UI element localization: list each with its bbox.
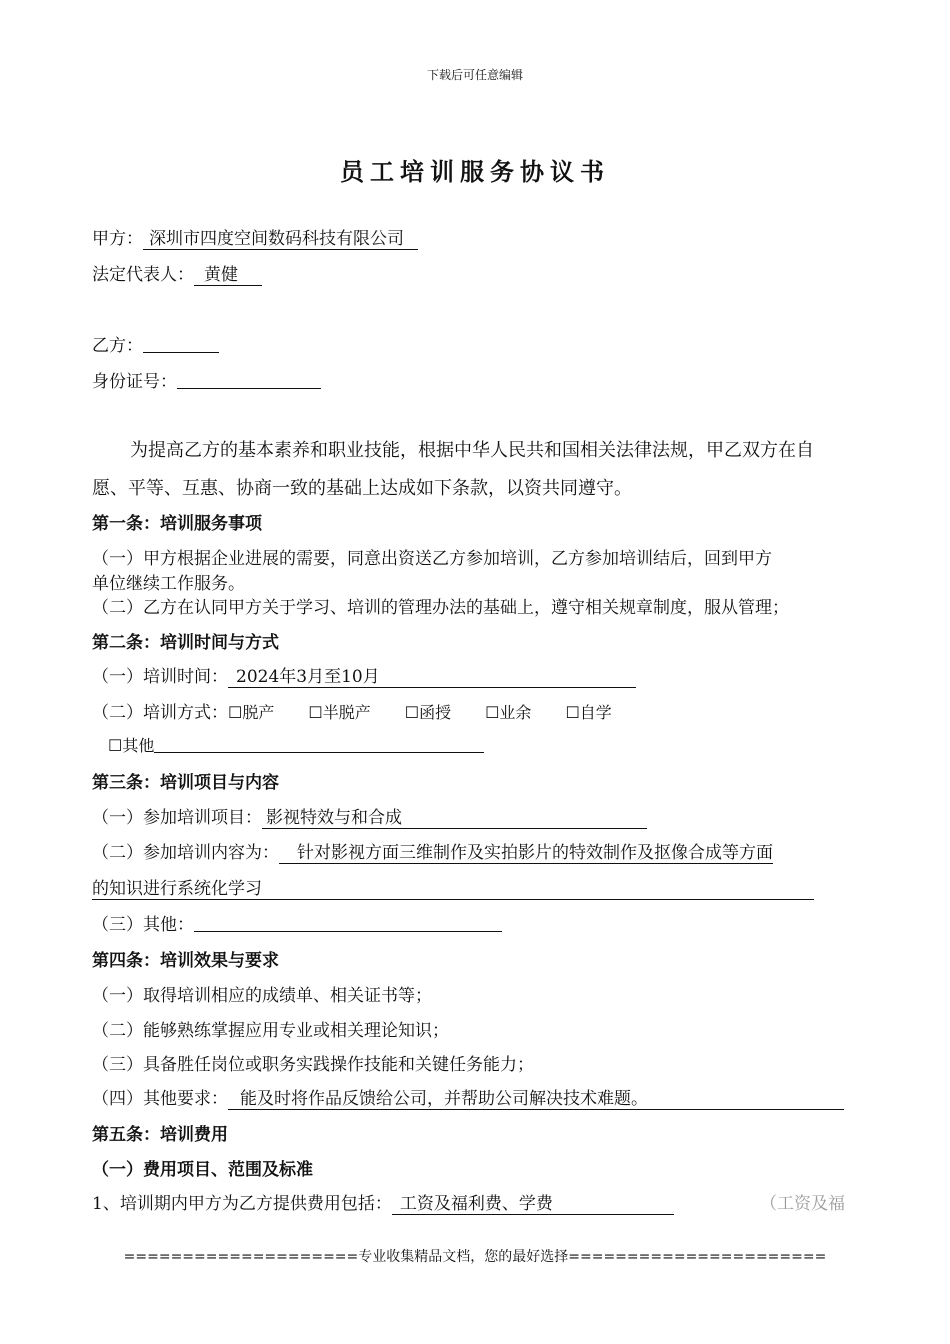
party-a-value: 深圳市四度空间数码科技有限公司 <box>143 224 418 250</box>
article-1-p1-line1: （一）甲方根据企业进展的需要，同意出资送乙方参加培训，乙方参加培训结后，回到甲方 <box>92 549 772 569</box>
article-2-heading: 第二条：培训时间与方式 <box>92 633 279 653</box>
training-time-label: （一）培训时间： <box>92 667 228 687</box>
option-other[interactable]: ☐其他 <box>108 736 155 755</box>
training-content-line2 <box>92 874 814 900</box>
id-number-blank <box>177 371 321 389</box>
option-correspondence[interactable]: ☐函授 <box>404 703 452 722</box>
other-requirements-label: （四）其他要求： <box>92 1089 228 1109</box>
legal-rep-line <box>92 260 262 286</box>
article-3-heading: 第三条：培训项目与内容 <box>92 773 279 793</box>
training-time-line <box>92 662 636 688</box>
header-note: 下载后可任意编辑 <box>426 68 523 82</box>
id-number-line <box>92 367 321 392</box>
training-time-value: 2024年3月至10月 <box>228 662 636 688</box>
training-other-blank <box>194 914 502 932</box>
fee-item-1-note: （工资及福 <box>760 1194 845 1214</box>
training-content-value-2: 的知识进行系统化学习 <box>92 874 814 900</box>
fee-item-1-line <box>92 1189 674 1215</box>
legal-rep-label: 法定代表人： <box>92 265 194 285</box>
footer-banner: ====================专业收集精品文档，您的最好选择====================== <box>123 1249 827 1265</box>
training-project-value: 影视特效与和合成 <box>262 803 647 829</box>
party-b-line <box>92 331 219 356</box>
training-project-label: （一）参加培训项目： <box>92 808 262 828</box>
article-4-p2: （二）能够熟练掌握应用专业或相关理论知识； <box>92 1021 449 1041</box>
training-other-line <box>92 910 502 935</box>
other-requirements-value: 能及时将作品反馈给公司，并帮助公司解决技术难题。 <box>228 1084 844 1110</box>
intro-line-1: 为提高乙方的基本素养和职业技能，根据中华人民共和国相关法律法规，甲乙双方在自 <box>130 440 814 461</box>
training-mode-line <box>92 698 612 723</box>
party-b-label: 乙方： <box>92 336 143 356</box>
training-other-label: （三）其他： <box>92 915 194 935</box>
article-4-p1: （一）取得培训相应的成绩单、相关证书等； <box>92 986 432 1006</box>
training-content-label: （二）参加培训内容为： <box>92 843 279 863</box>
article-1-heading: 第一条：培训服务事项 <box>92 514 262 534</box>
option-full-time[interactable]: ☐脱产 <box>228 703 275 722</box>
id-number-label: 身份证号： <box>92 372 177 392</box>
document-title: 员工培训服务协议书 <box>340 157 610 186</box>
fee-item-1-label: 1、培训期内甲方为乙方提供费用包括： <box>92 1194 392 1214</box>
training-content-value-1: 针对影视方面三维制作及实拍影片的特效制作及抠像合成等方面 <box>279 838 773 864</box>
training-mode-other-blank <box>154 735 484 753</box>
training-mode-label: （二）培训方式： <box>92 703 228 723</box>
intro-line-2: 愿、平等、互惠、协商一致的基础上达成如下条款，以资共同遵守。 <box>92 478 632 499</box>
training-content-line1 <box>92 838 773 864</box>
legal-rep-value: 黄健 <box>194 260 262 286</box>
article-4-p3: （三）具备胜任岗位或职务实践操作技能和关键任务能力； <box>92 1055 534 1075</box>
fee-item-1-value: 工资及福利费、学费 <box>392 1189 674 1215</box>
training-project-line <box>92 803 647 829</box>
article-5-heading: 第五条：培训费用 <box>92 1125 228 1145</box>
article-4-heading: 第四条：培训效果与要求 <box>92 951 279 971</box>
training-mode-other-line <box>108 733 484 756</box>
party-a-line <box>92 224 418 250</box>
article-4-p4-line <box>92 1084 844 1110</box>
party-b-blank <box>143 335 219 353</box>
party-a-label: 甲方： <box>92 229 143 249</box>
article-1-p2: （二）乙方在认同甲方关于学习、培训的管理办法的基础上，遵守相关规章制度，服从管理； <box>92 598 789 618</box>
article-1-p1-line2: 单位继续工作服务。 <box>92 574 245 594</box>
option-self-study[interactable]: ☐自学 <box>565 703 612 722</box>
option-part-time[interactable]: ☐半脱产 <box>308 703 371 722</box>
article-5-sub1: （一）费用项目、范围及标准 <box>92 1160 313 1180</box>
option-spare-time[interactable]: ☐业余 <box>485 703 532 722</box>
